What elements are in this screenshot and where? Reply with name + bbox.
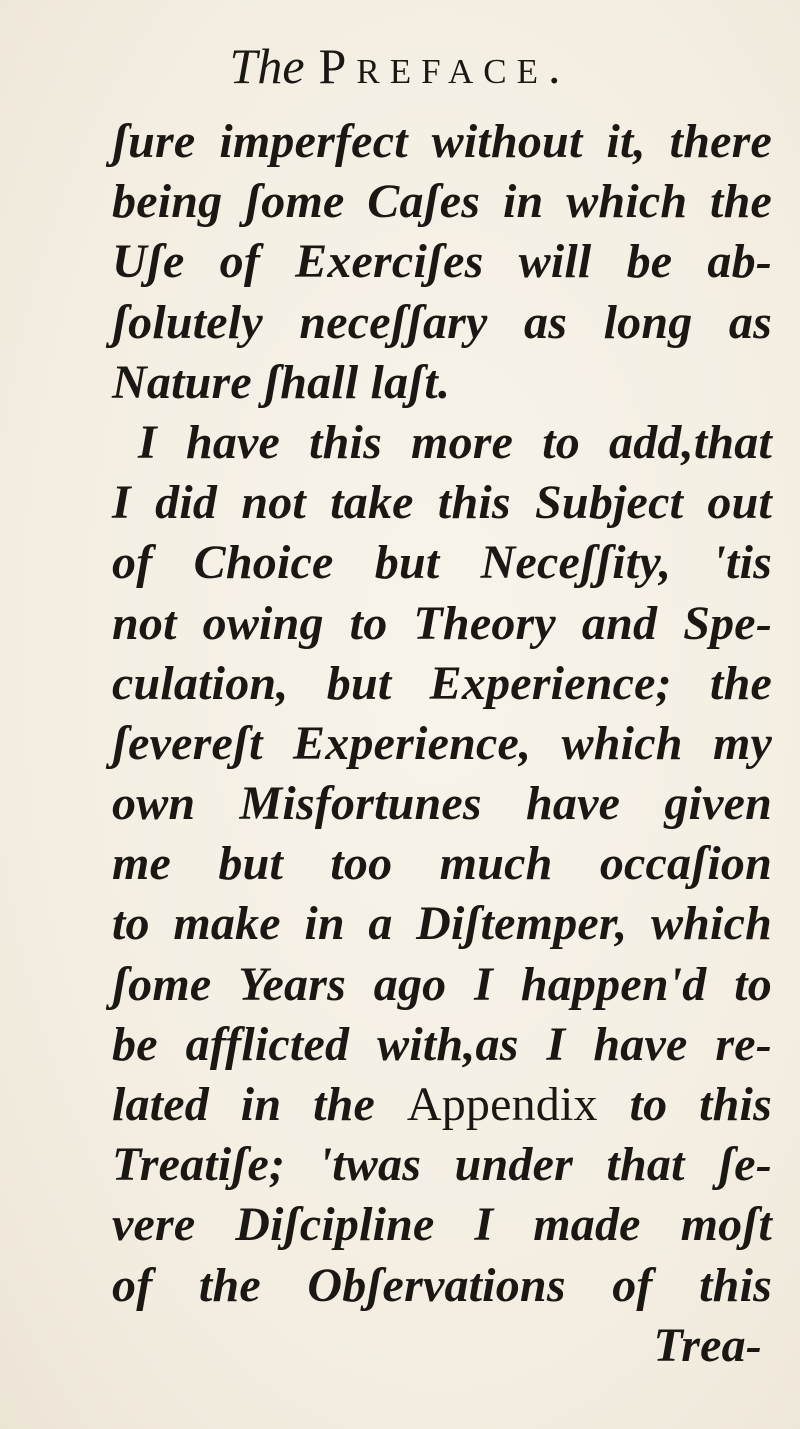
- text-line: Nature ʃhall laʃt.: [112, 355, 451, 409]
- text-line: vere Diʃcipline I made moʃt: [112, 1198, 772, 1252]
- text-line-end: to this: [629, 1078, 772, 1131]
- text-line: ʃure imperfect without it, there: [112, 115, 772, 168]
- text-line: being ʃome Caʃes in which the: [112, 175, 772, 229]
- text-line: of the Obʃervations of this: [112, 1258, 772, 1312]
- text-line: I did not take this Subject out: [112, 476, 772, 530]
- text-line: [112, 1075, 772, 1135]
- text-line: to make in a Diʃtemper, which: [112, 897, 772, 951]
- body-text: [112, 112, 772, 1376]
- running-head: [0, 38, 800, 94]
- text-line: be afflicted with,as I have re-: [112, 1017, 772, 1071]
- text-line: ʃome Years ago I happen'd to: [112, 957, 772, 1011]
- running-head-prefix: The: [229, 38, 305, 94]
- text-line-start: lated in the: [112, 1078, 375, 1131]
- running-head-title: Preface.: [318, 38, 571, 94]
- text-line: Treatiʃe; 'twas under that ʃe-: [112, 1138, 772, 1192]
- text-line: me but too much occaʃion: [112, 837, 772, 891]
- text-line: ʃevereʃt Experience, which my: [112, 716, 772, 770]
- text-line: ʃolutely neceʃʃary as long as: [112, 295, 772, 349]
- appendix-word: Appendix: [406, 1078, 598, 1131]
- catchword: Trea-: [653, 1318, 762, 1372]
- text-line: I have this more to add,that: [138, 415, 772, 469]
- text-line: not owing to Theory and Spe-: [112, 596, 772, 650]
- text-line: own Misfortunes have given: [112, 777, 772, 831]
- text-line: Uʃe of Exerciʃes will be ab-: [112, 235, 772, 289]
- text-line: of Choice but Neceʃʃity, 'tis: [112, 536, 772, 590]
- text-line: culation, but Experience; the: [112, 656, 772, 710]
